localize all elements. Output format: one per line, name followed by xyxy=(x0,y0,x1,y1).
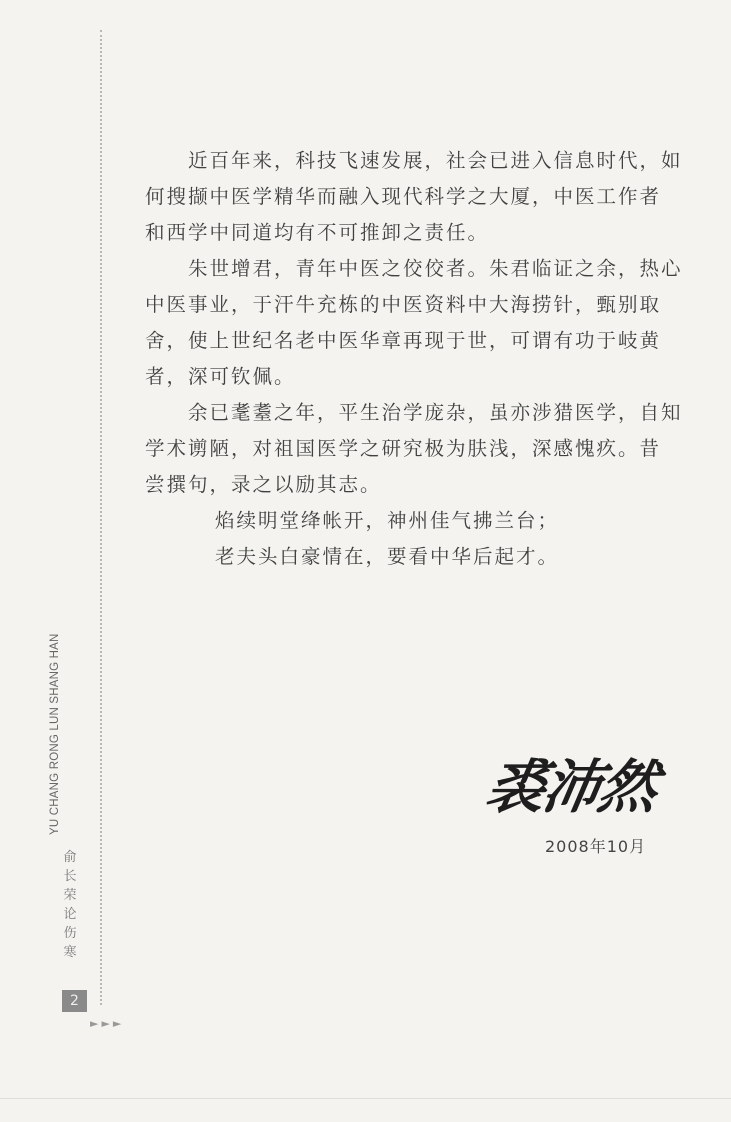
paragraph-3 xyxy=(145,395,693,503)
paragraph-2 xyxy=(145,251,693,395)
signature: 裘沛然 xyxy=(481,753,662,821)
text-line: 余已耄耋之年，平生治学庞杂，虽亦涉猎医学，自知 xyxy=(145,401,683,424)
poem-line: 焰续明堂绛帐开，神州佳气拂兰台； xyxy=(215,509,560,532)
text-line: 朱世增君，青年中医之佼佼者。朱君临证之余，热心 xyxy=(145,257,683,280)
text-line: 中医事业，于汗牛充栋的中医资料中大海捞针，甄别取 xyxy=(145,293,662,316)
text-line: 学术谫陋，对祖国医学之研究极为肤浅，深感愧疚。昔 xyxy=(145,437,662,460)
page-number: 2 xyxy=(62,990,87,1012)
text-line: 何搜撷中医学精华而融入现代科学之大厦，中医工作者 xyxy=(145,185,662,208)
preface-body xyxy=(145,143,693,575)
text-line: 尝撰句，录之以励其志。 xyxy=(145,473,382,496)
running-title-pinyin: YU CHANG RONG LUN SHANG HAN xyxy=(49,633,61,835)
text-line: 和西学中同道均有不可推卸之责任。 xyxy=(145,221,490,244)
page-edge xyxy=(0,1098,731,1099)
text-line: 舍，使上世纪名老中医华章再现于世，可谓有功于岐黄 xyxy=(145,329,662,352)
text-line: 者，深可钦佩。 xyxy=(145,365,296,388)
date: 2008年10月 xyxy=(545,837,647,856)
paragraph-1 xyxy=(145,143,693,251)
poem xyxy=(145,503,693,575)
arrow-icons: ►►► xyxy=(90,1017,125,1030)
poem-line: 老夫头白豪情在，要看中华后起才。 xyxy=(215,545,560,568)
running-title-chinese: 俞长荣论伤寒 xyxy=(63,850,77,960)
margin-dotted-rule xyxy=(100,30,102,1005)
text-line: 近百年来，科技飞速发展，社会已进入信息时代，如 xyxy=(145,149,683,172)
